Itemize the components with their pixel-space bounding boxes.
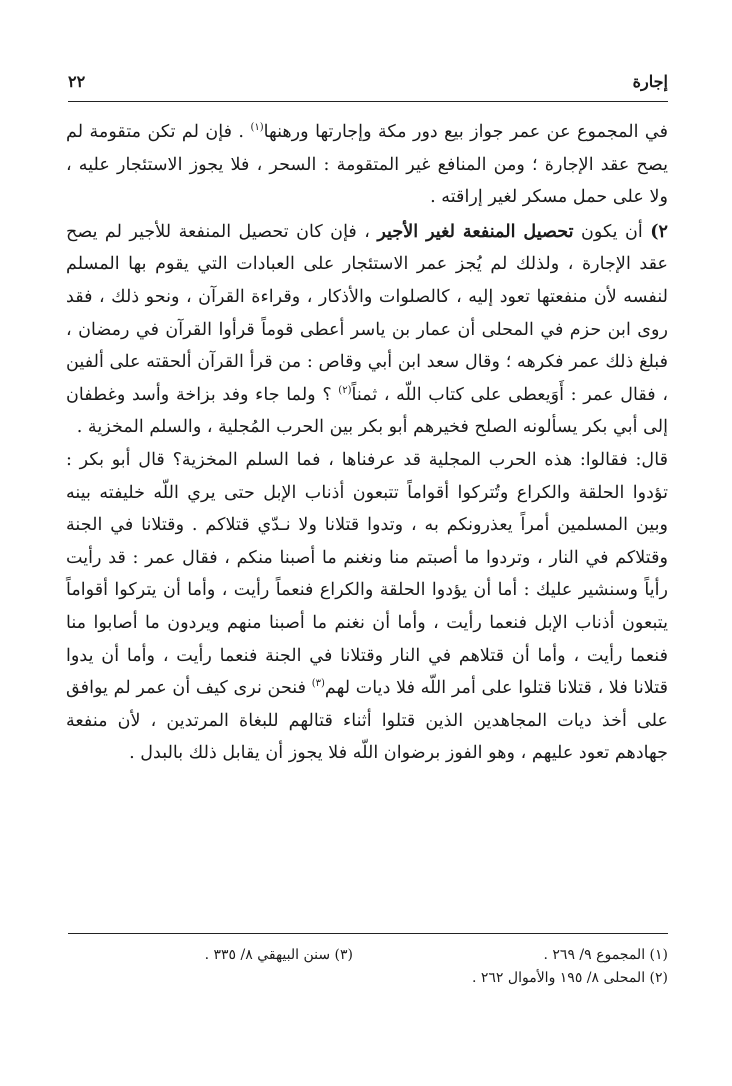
footnote-3: (٣) سنن البيهقي ٨/ ٣٣٥ . bbox=[204, 947, 353, 963]
paragraph-2-lead: أن يكون bbox=[573, 221, 651, 242]
page-header bbox=[68, 72, 668, 100]
footnote-divider bbox=[68, 933, 668, 934]
main-text bbox=[66, 116, 668, 770]
paragraph-1-text-b: . فإن لم تكن متقومة لم يصح عقد الإجارة ؛ ومن المنافع غير المتقومة : السحر ، فلا يجوز الاستئجار عليه ، ولا على حمل مسكر لغير إراقته . bbox=[66, 122, 668, 208]
footnote-ref-3: (٣) bbox=[311, 678, 325, 690]
paragraph-1 bbox=[66, 116, 668, 214]
footnote-ref-1: (١) bbox=[250, 122, 264, 133]
paragraph-1-text-a: في المجموع عن عمر جواز بيع دور مكة وإجارتها ورهنها bbox=[263, 122, 668, 142]
paragraph-3 bbox=[66, 444, 668, 770]
footnotes-column-left bbox=[205, 944, 353, 967]
paragraph-2-text-a: ، فإن كان تحصيل المنفعة للأجير لم يصح عقد الإجارة ، ولذلك لم يُجز عمر الاستئجار على العبادات التي يقوم بها المسلم لنفسه لأن منفعتها تعود إليه ، كالصلوات والأذكار ، وقراءة القرآن ، ونحو ذلك ، فقد روى ابن حزم في المحلى أن عمار بن ياسر أعطى قوماً قرأوا القرآن في رمضان ، فبلغ ذلك عمر فكرهه ؛ وقال سعد ابن أبي وقاص : من قرأ القرآن ألحقته على ألفين ، فقال عمر : أَوَيعطى على كتاب اللّه ، ثمناً bbox=[66, 221, 669, 405]
paragraph-2-heading: تحصيل المنفعة لغير الأجير bbox=[377, 220, 574, 242]
header-divider bbox=[68, 101, 668, 102]
footnote-2: (٢) المحلى ٨/ ١٩٥ والأموال ٢٦٢ . bbox=[471, 970, 668, 986]
paragraph-2-text-b: ؟ ولما جاء وفد بزاخة وأسد وغطفان إلى أبي بكر يسألونه الصلح فخيرهم أبو بكر بين الحرب المُجلية ، والسلم المخزية . bbox=[66, 384, 668, 438]
footnotes-column-right bbox=[368, 944, 668, 990]
footnote-ref-2: (٢) bbox=[338, 384, 352, 396]
chapter-title: إجارة bbox=[632, 72, 668, 91]
footnote-1: (١) المجموع ٩/ ٢٦٩ . bbox=[543, 947, 668, 963]
page-number: ٢٢ bbox=[68, 72, 86, 91]
paragraph-3-text-b: فنحن نرى كيف أن عمر لم يوافق على أخذ ديات المجاهدين الذين قتلوا أثناء قتالهم للبغاة المرتدين ، لأن منفعة جهادهم تعود عليهم ، وهو الفوز برضوان اللّه فلا يجوز أن يقابل ذلك بالبدل . bbox=[66, 678, 668, 764]
item-number: ٢) bbox=[650, 220, 668, 242]
paragraph-2 bbox=[66, 216, 668, 444]
paragraph-3-text-a: قال: فقالوا: هذه الحرب المجلية قد عرفناها ، فما السلم المخزية؟ قال أبو بكر : تؤدوا الحلقة والكراع وتُتركوا أقواماً تتبعون أذناب الإبل حتى يري اللّه خليفته بينه وبين المسلمين أمراً يعذرونكم به ، وتدوا قتلانا ولا نـدّي قتلاكم . وقتلانا في الجنة وقتلاكم في النار ، وتردوا ما أصبتم منا ونغنم ما أصبنا منكم ، فقال عمر : قد رأيت رأياً وسنشير عليك : أما أن يؤدوا الحلقة والكراع فنعماً رأيت ، وأما أن يتركوا أقواماً يتبعون أذناب الإبل فنعما رأيت ، وأما أن نغنم ما أصبنا منهم ويردون ما أصابوا منا فنعما رأيت ، وأما أن قتلاهم في النار وقتلانا في الجنة فنعما رأيت ، وأما أن يدوا قتلانا فلا ، قتلانا قتلوا على أمر اللّه فلا ديات لهم bbox=[66, 449, 668, 699]
